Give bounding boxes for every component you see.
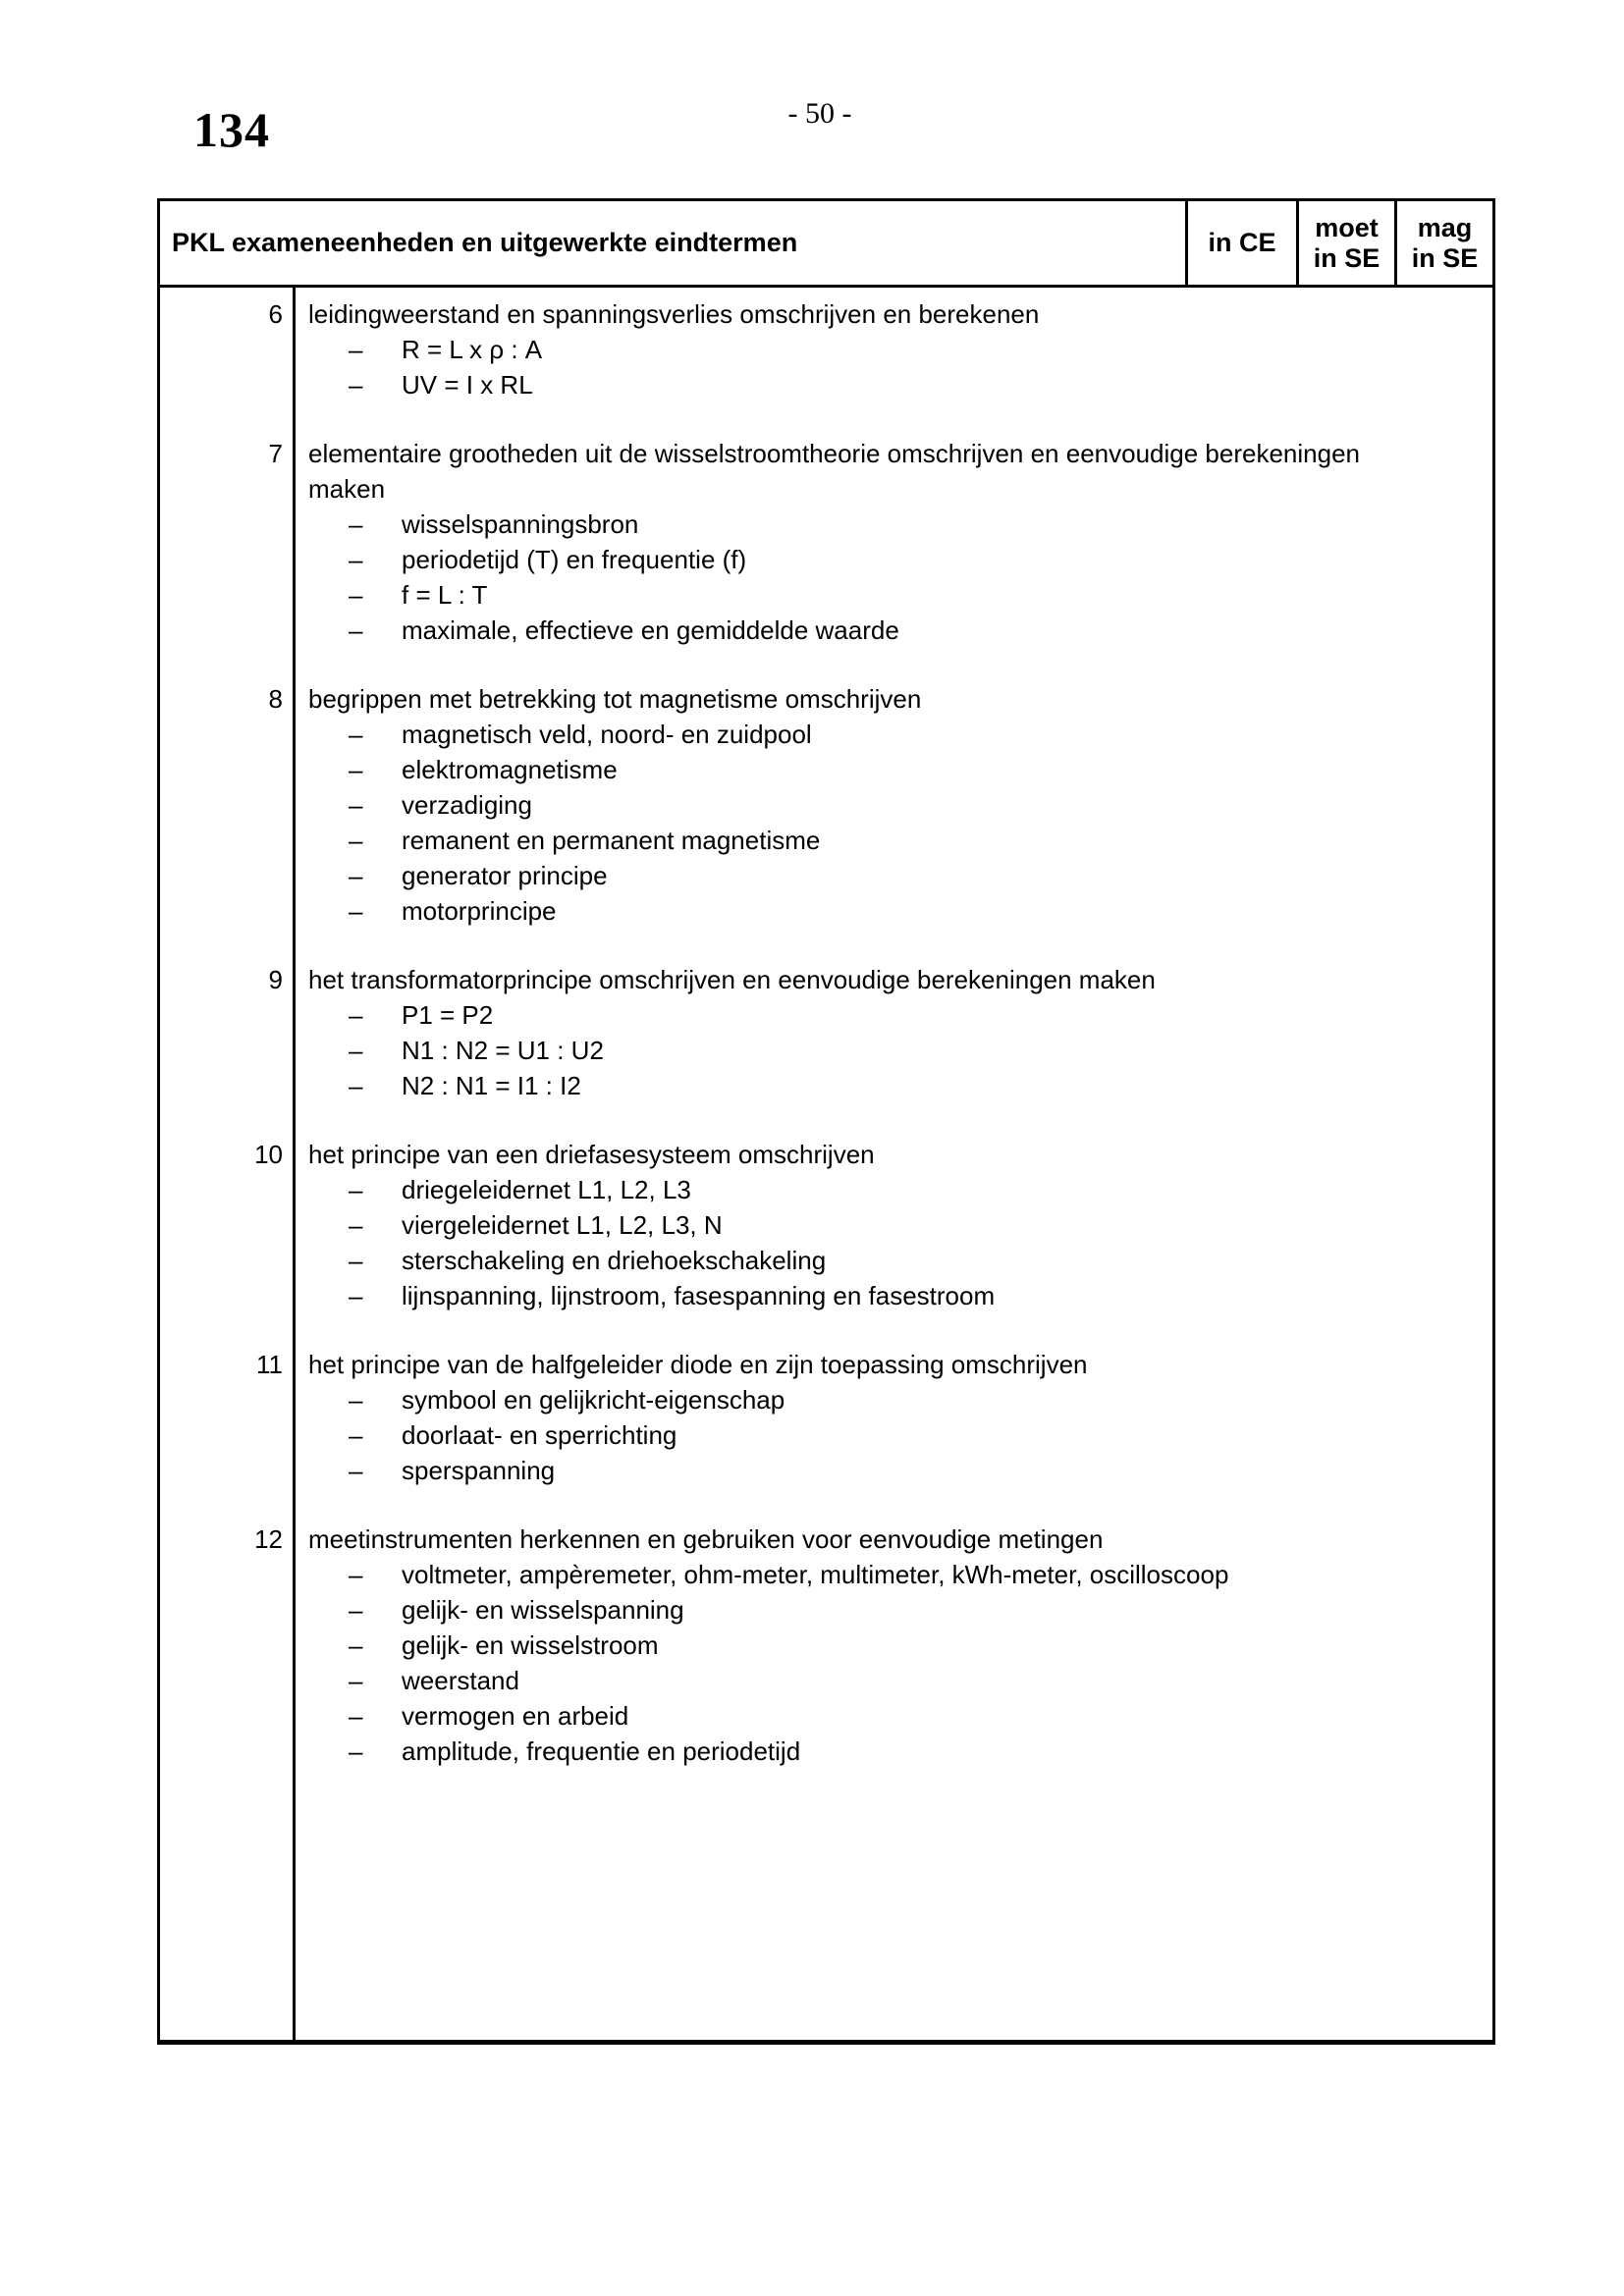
bullet-dash: – [349, 1071, 363, 1100]
bullet-text: elektromagnetisme [402, 755, 618, 784]
bullet-row [308, 823, 1483, 858]
column-header-moet-in-se: moet in SE [1296, 201, 1394, 285]
bullet-row [308, 1278, 1483, 1313]
center-page-number: - 50 - [787, 97, 852, 130]
bullet-row [308, 1628, 1483, 1663]
item-content [293, 681, 1492, 929]
bullet-text: lijnspanning, lijnstroom, fasespanning en fasestroom [402, 1281, 996, 1310]
bullet-text: R = L x ρ : A [402, 335, 543, 364]
bullet-text: sterschakeling en driehoekschakeling [402, 1246, 827, 1275]
item-title: leidingweerstand en spanningsverlies omschrijven en berekenen [308, 299, 1040, 329]
bullet-row [308, 1557, 1483, 1592]
bullet-list [308, 332, 1483, 402]
item-content [293, 296, 1492, 402]
item-number: 7 [268, 439, 283, 468]
bullet-dash: – [349, 545, 363, 574]
item-content [293, 1522, 1492, 1769]
bullet-row [308, 1033, 1483, 1068]
bullet-row [308, 542, 1483, 577]
bullet-text: gelijk- en wisselspanning [402, 1595, 684, 1625]
bullet-row [308, 367, 1483, 402]
bullet-text: symbool en gelijkricht-eigenschap [402, 1385, 785, 1415]
item-title: het principe van een driefasesysteem omschrijven [308, 1140, 875, 1169]
bullet-row [308, 1592, 1483, 1628]
bullet-row [308, 752, 1483, 787]
bullet-row [308, 1453, 1483, 1488]
bullet-dash: – [349, 826, 363, 855]
item-number: 6 [268, 299, 283, 329]
exam-item-11 [160, 1347, 1492, 1488]
bullet-dash: – [349, 720, 363, 749]
item-number: 8 [268, 684, 283, 714]
bullet-text: verzadiging [402, 790, 532, 820]
column-header-in-ce: in CE [1185, 201, 1296, 285]
exam-item-10 [160, 1137, 1492, 1313]
bullet-text: periodetijd (T) en frequentie (f) [402, 545, 747, 574]
bullet-list [308, 507, 1483, 648]
bullet-list [308, 1557, 1483, 1769]
bullet-dash: – [349, 1210, 363, 1240]
item-content [293, 436, 1492, 648]
bullet-text: driegeleidernet L1, L2, L3 [402, 1175, 691, 1204]
bullet-dash: – [349, 1281, 363, 1310]
bullet-dash: – [349, 1385, 363, 1415]
item-title: begrippen met betrekking tot magnetisme omschrijven [308, 684, 922, 714]
item-content [293, 1137, 1492, 1313]
bullet-row [308, 1207, 1483, 1243]
bullet-dash: – [349, 1666, 363, 1695]
bullet-dash: – [349, 755, 363, 784]
bullet-row [308, 1734, 1483, 1769]
bullet-row [308, 858, 1483, 893]
bullet-text: remanent en permanent magnetisme [402, 826, 821, 855]
bullet-text: amplitude, frequentie en periodetijd [402, 1736, 801, 1766]
page-label: 134 [193, 102, 270, 157]
bullet-dash: – [349, 1595, 363, 1625]
item-title: meetinstrumenten herkennen en gebruiken voor eenvoudige metingen [308, 1524, 1104, 1554]
bullet-dash: – [349, 1456, 363, 1485]
bullet-row [308, 1172, 1483, 1207]
item-number: 10 [254, 1140, 283, 1169]
bullet-row [308, 507, 1483, 542]
table-header-row [160, 201, 1492, 288]
bullet-row [308, 1417, 1483, 1453]
table-body [160, 288, 1492, 2040]
bullet-dash: – [349, 1246, 363, 1275]
bullet-text: viergeleidernet L1, L2, L3, N [402, 1210, 723, 1240]
bullet-dash: – [349, 896, 363, 926]
bullet-dash: – [349, 861, 363, 890]
exam-item-9 [160, 962, 1492, 1103]
bullet-list [308, 1382, 1483, 1488]
bullet-row [308, 893, 1483, 929]
bullet-dash: – [349, 790, 363, 820]
bullet-list [308, 717, 1483, 929]
bullet-dash: – [349, 615, 363, 645]
item-number: 9 [268, 965, 283, 994]
bullet-text: N1 : N2 = U1 : U2 [402, 1036, 604, 1065]
bullet-text: voltmeter, ampèremeter, ohm-meter, multimeter, kWh-meter, oscilloscoop [402, 1560, 1229, 1589]
bullet-row [308, 1243, 1483, 1278]
bullet-list [308, 1172, 1483, 1313]
item-content [293, 1347, 1492, 1488]
bullet-dash: – [349, 509, 363, 539]
exam-table [157, 198, 1495, 2045]
item-number: 11 [256, 1350, 283, 1379]
bullet-dash: – [349, 1560, 363, 1589]
bullet-text: gelijk- en wisselstroom [402, 1630, 659, 1660]
bullet-row [308, 1663, 1483, 1698]
bullet-row [308, 1698, 1483, 1734]
bullet-dash: – [349, 1000, 363, 1030]
bullet-row [308, 1068, 1483, 1103]
bullet-row [308, 613, 1483, 648]
exam-item-7 [160, 436, 1492, 648]
bullet-text: wisselspanningsbron [402, 509, 639, 539]
item-title: elementaire grootheden uit de wisselstroomtheorie omschrijven en eenvoudige berekeningen maken [308, 439, 1360, 504]
exam-item-8 [160, 681, 1492, 929]
bullet-dash: – [349, 1630, 363, 1660]
bullet-text: generator principe [402, 861, 608, 890]
bullet-dash: – [349, 1175, 363, 1204]
bullet-row [308, 1382, 1483, 1417]
bullet-dash: – [349, 1736, 363, 1766]
bullet-dash: – [349, 370, 363, 400]
bullet-dash: – [349, 1036, 363, 1065]
bullet-dash: – [349, 1701, 363, 1731]
bullet-text: maximale, effectieve en gemiddelde waarde [402, 615, 899, 645]
bullet-list [308, 997, 1483, 1103]
exam-item-12 [160, 1522, 1492, 1769]
bullet-text: weerstand [402, 1666, 519, 1695]
bullet-text: P1 = P2 [402, 1000, 494, 1030]
item-content [293, 962, 1492, 1103]
bullet-row [308, 787, 1483, 823]
bullet-text: vermogen en arbeid [402, 1701, 629, 1731]
bullet-row [308, 717, 1483, 752]
item-title: het principe van de halfgeleider diode en zijn toepassing omschrijven [308, 1350, 1088, 1379]
bullet-text: N2 : N1 = I1 : I2 [402, 1071, 581, 1100]
bullet-text: UV = I x RL [402, 370, 533, 400]
bullet-dash: – [349, 335, 363, 364]
item-number: 12 [254, 1524, 283, 1554]
bullet-text: motorprincipe [402, 896, 557, 926]
bullet-text: doorlaat- en sperrichting [402, 1420, 677, 1450]
bullet-text: magnetisch veld, noord- en zuidpool [402, 720, 812, 749]
bullet-dash: – [349, 580, 363, 610]
bullet-row [308, 997, 1483, 1033]
bullet-row [308, 577, 1483, 613]
item-title: het transformatorprincipe omschrijven en eenvoudige berekeningen maken [308, 965, 1156, 994]
exam-item-6 [160, 296, 1492, 402]
bullet-row [308, 332, 1483, 367]
bullet-dash: – [349, 1420, 363, 1450]
column-header-mag-in-se: mag in SE [1394, 201, 1492, 285]
bullet-text: f = L : T [402, 580, 488, 610]
bullet-text: sperspanning [402, 1456, 556, 1485]
table-header-title: PKL exameneenheden en uitgewerkte eindtermen [172, 228, 798, 257]
